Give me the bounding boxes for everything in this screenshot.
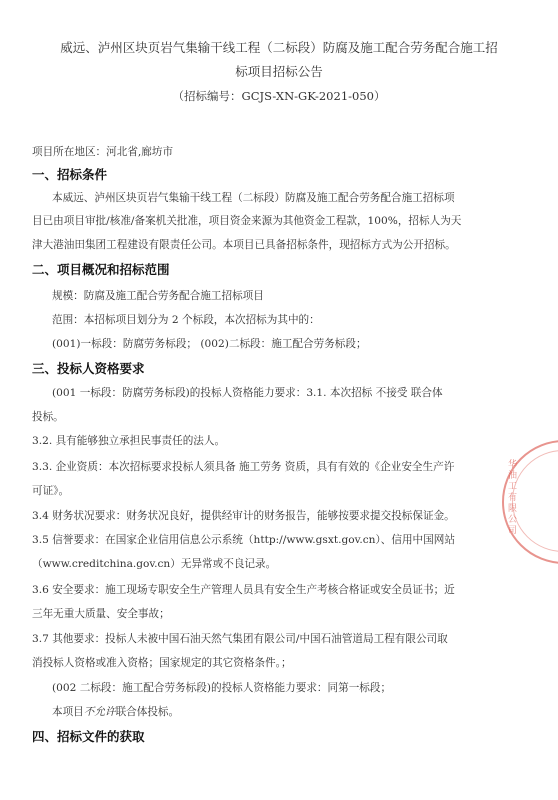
- consortium-note-not-allowed: 不允许: [83, 706, 116, 718]
- section-1-paragraph-line-1: 本威远、泸州区块页岩气集输干线工程（二标段）防腐及施工配合劳务配合施工招标项: [52, 192, 455, 204]
- requirement-3-5-line-2: （www.creditchina.gov.cn）无异常或不良记录。: [32, 558, 277, 570]
- requirement-lot2: (002 二标段：施工配合劳务标段)的投标人资格能力要求：同第一标段；: [52, 682, 392, 694]
- consortium-note: [52, 705, 524, 719]
- requirement-3-2: 3.2. 具有能够独立承担民事责任的法人。: [32, 435, 226, 447]
- requirement-lot1-line-1: (001 一标段：防腐劳务标段)的投标人资格能力要求：3.1. 本次招标 不接受 联合体: [52, 387, 443, 399]
- section-1-heading: 一、招标条件: [32, 167, 108, 182]
- section-3-heading: 三、投标人资格要求: [32, 361, 145, 376]
- project-scale: 规模：防腐及施工配合劳务配合施工招标项目: [52, 290, 264, 302]
- requirement-3-7-line-1: 3.7 其他要求：投标人未被中国石油天然气集团有限公司/中国石油管道局工程有限公司取: [32, 633, 448, 645]
- section-1-paragraph-line-2: 目已由项目审批/核准/备案机关批准，项目资金来源为其他资金工程款，100%，招标人为天: [32, 215, 462, 227]
- requirement-3-6-line-2: 三年无重大质量、安全事故；: [32, 608, 170, 620]
- section-1-paragraph-line-3: 津大港油田集团工程建设有限责任公司。本项目已具备招标条件，现招标方式为公开招标。: [32, 239, 456, 251]
- lot-list: (001)一标段：防腐劳务标段； (002)二标段：施工配合劳务标段；: [52, 338, 367, 350]
- requirement-3-5-line-1: 3.5 信誉要求：在国家企业信用信息公示系统（http://www.gsxt.gov.cn）、信用中国网站: [32, 534, 455, 546]
- announcement-title-line-1: 威远、泸州区块页岩气集输干线工程（二标段）防腐及施工配合劳务配合施工招: [60, 40, 498, 55]
- requirement-3-4: 3.4 财务状况要求：财务状况良好，提供经审计的财务报告，能够按要求提交投标保证金。: [32, 510, 455, 522]
- tender-number: （招标编号：GCJS-XN-GK-2021-050）: [172, 89, 386, 103]
- announcement-title-line-2: 标项目招标公告: [235, 64, 323, 79]
- requirement-lot1-line-2: 投标。: [32, 411, 64, 423]
- requirement-3-6-line-1: 3.6 安全要求：施工现场专职安全生产管理人员具有安全生产考核合格证或安全员证书；近: [32, 584, 455, 596]
- requirement-3-7-line-2: 消投标人资格或准入资格；国家规定的其它资格条件。；: [32, 657, 292, 669]
- consortium-note-suffix: 联合体投标。: [115, 706, 180, 718]
- section-2-heading: 二、项目概况和招标范围: [32, 262, 170, 277]
- section-4-heading: 四、招标文件的获取: [32, 729, 145, 744]
- consortium-note-prefix: 本项目: [52, 706, 84, 718]
- project-scope: 范围：本招标项目划分为 2 个标段，本次招标为其中的：: [52, 314, 320, 326]
- requirement-3-3-line-2: 可证》。: [32, 485, 70, 497]
- company-seal-lettering: 华 油 工 有 限 公 司: [508, 460, 517, 536]
- requirement-3-3-line-1: 3.3. 企业资质：本次招标要求投标人须具备 施工劳务 资质，具有有效的《企业安全生产许: [32, 461, 455, 473]
- project-region: 项目所在地区：河北省,廊坊市: [32, 146, 174, 158]
